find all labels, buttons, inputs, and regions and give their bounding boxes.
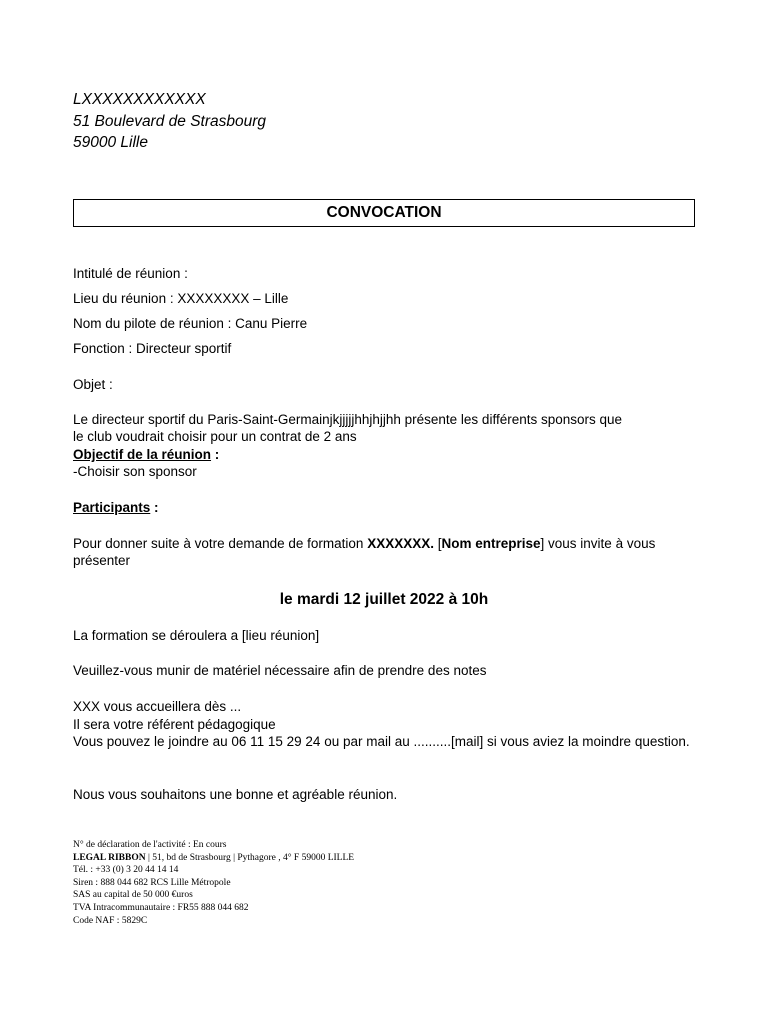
participants-colon: : (150, 500, 159, 515)
sender-block (73, 89, 266, 154)
objet-label: Objet : (73, 377, 113, 392)
lieu-line: La formation se déroulera a [lieu réunion] (73, 628, 320, 643)
footer-tel: Tél. : +33 (0) 3 20 44 14 14 (73, 865, 179, 876)
invitation-text-1: Pour donner suite à votre demande de formation (73, 536, 368, 551)
accueil-line-2: Il sera votre référent pédagogique (73, 717, 276, 732)
field-intitule: Intitulé de réunion : (73, 266, 188, 281)
field-lieu: Lieu du réunion : XXXXXXXX – Lille (73, 291, 289, 306)
contact-paragraph: Vous pouvez le joindre au 06 11 15 29 24 ou par mail au ..........[mail] si vous aviez la moindre question. (73, 734, 690, 749)
formation-code: XXXXXXX. (367, 536, 434, 551)
footer-address: | 51, bd de Strasbourg | Pythagore , 4° F 59000 LILLE (145, 852, 355, 863)
accueil-line-1: XXX vous accueillera dès ... (73, 699, 242, 714)
meeting-date: le mardi 12 juillet 2022 à 10h (279, 591, 489, 608)
footer-siren: Siren : 888 044 682 RCS Lille Métropole (73, 877, 231, 888)
footer-declaration: N° de déclaration de l'activité : En cours (73, 840, 227, 850)
participants-heading (73, 499, 159, 516)
invitation-text-3: ] vous invite à vous présenter (73, 536, 656, 568)
sender-name: LXXXXXXXXXXXX (73, 91, 206, 108)
participants-label: Participants (73, 500, 151, 515)
footer-capital: SAS au capital de 50 000 €uros (73, 890, 193, 901)
objectif-heading (73, 446, 219, 463)
footer-naf: Code NAF : 5829C (73, 915, 148, 926)
document-title: CONVOCATION (73, 199, 695, 227)
sender-city: 59000 Lille (73, 134, 148, 151)
objectif-item: -Choisir son sponsor (73, 464, 197, 479)
description-line-2: le club voudrait choisir pour un contrat de 2 ans (73, 429, 357, 444)
footer-company: LEGAL RIBBON (73, 852, 146, 863)
field-fonction: Fonction : Directeur sportif (73, 341, 232, 356)
closing-line: Nous vous souhaitons une bonne et agréable réunion. (73, 787, 398, 802)
footer-tva: TVA Intracommunautaire : FR55 888 044 682 (73, 902, 249, 913)
company-placeholder: Nom entreprise (441, 536, 541, 551)
invitation-paragraph (73, 535, 685, 569)
field-pilote: Nom du pilote de réunion : Canu Pierre (73, 316, 308, 331)
footer-block (73, 839, 354, 927)
objectif-colon: : (211, 447, 220, 462)
footer-company-line (73, 852, 354, 865)
materiel-line: Veuillez-vous munir de matériel nécessaire afin de prendre des notes (73, 663, 487, 678)
invitation-text-2: [ (433, 536, 442, 551)
sender-address: 51 Boulevard de Strasbourg (73, 112, 267, 130)
description-line-1: Le directeur sportif du Paris-Saint-Germainjkjjjjjhhjhjjhh présente les différents sponsors que (73, 412, 623, 427)
objectif-label: Objectif de la réunion (73, 447, 212, 462)
